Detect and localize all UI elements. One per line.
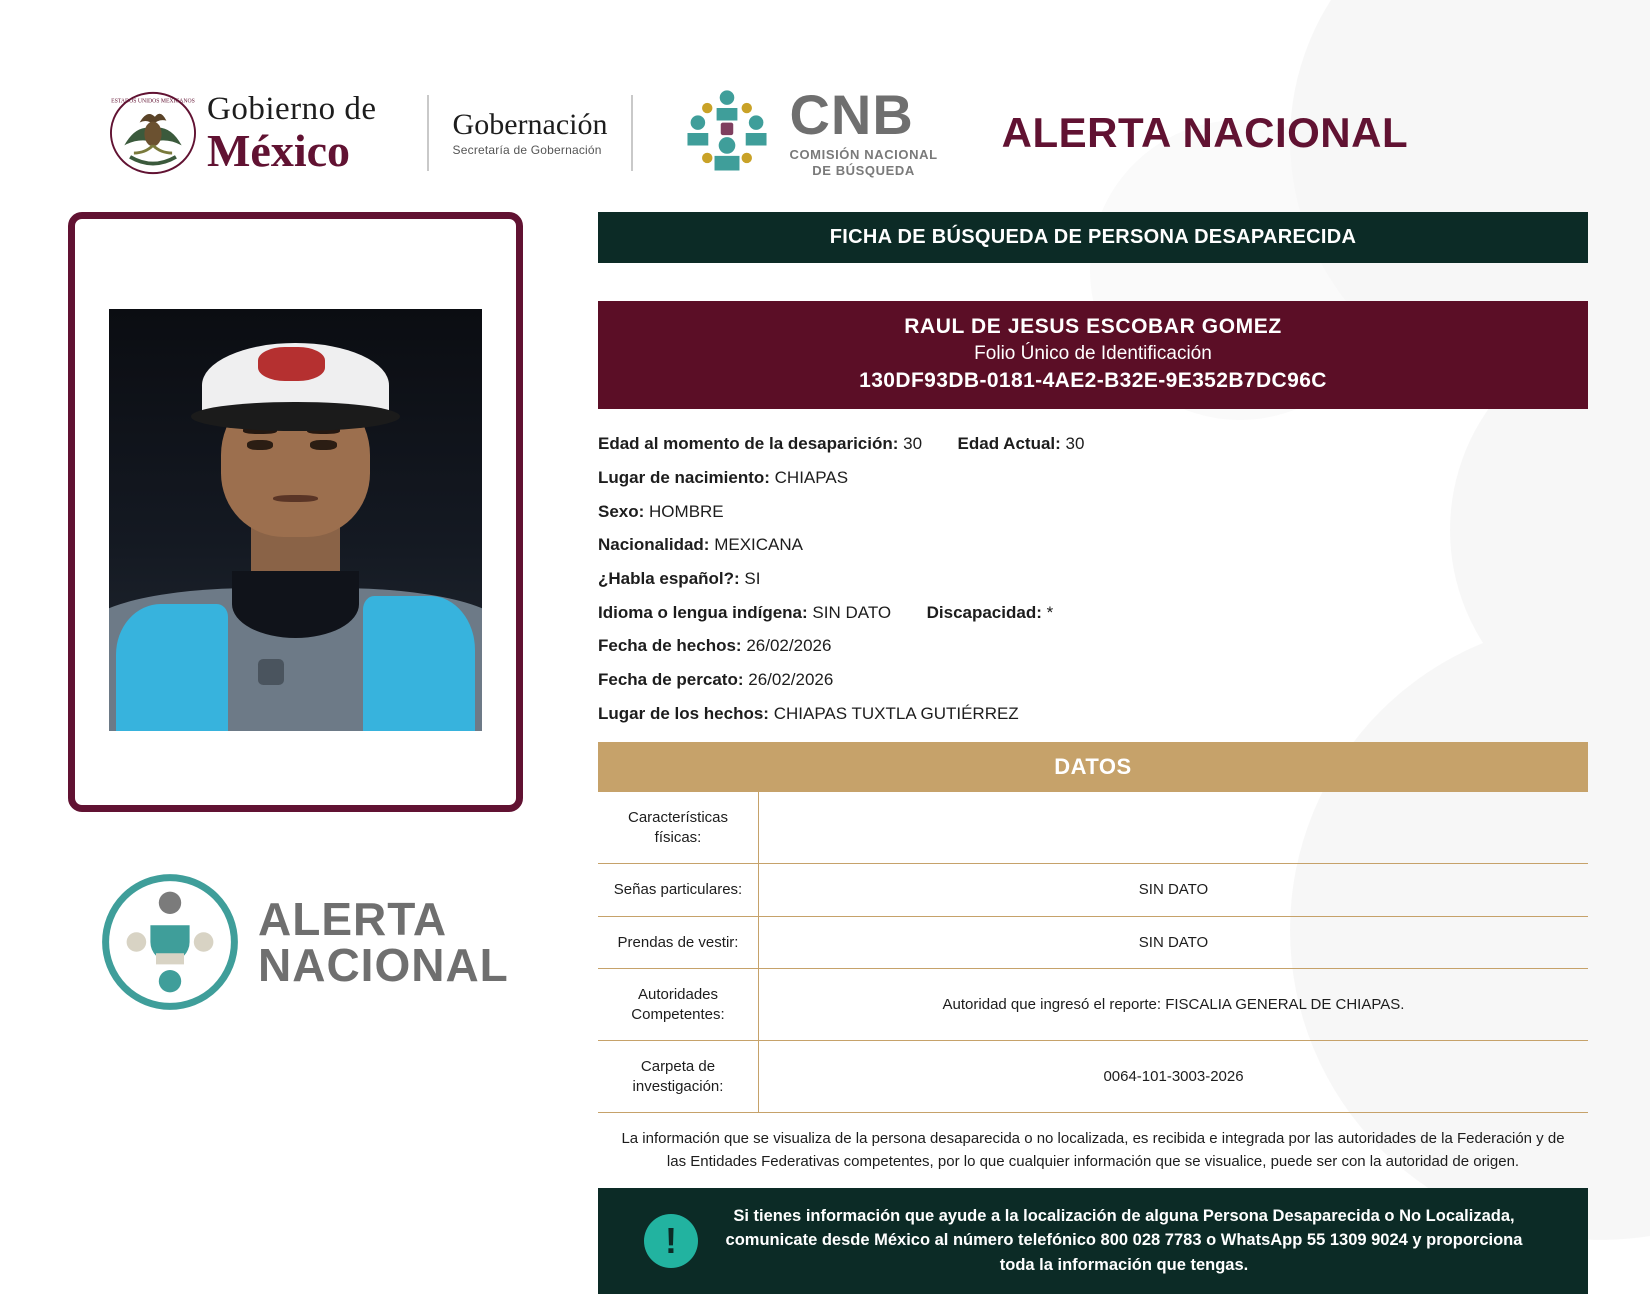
alerta-nacional-icon	[100, 872, 240, 1012]
table-row	[598, 1041, 1588, 1113]
field-value: 26/02/2026	[748, 669, 834, 689]
field-event-place	[598, 697, 1588, 731]
cnb-text	[789, 82, 938, 180]
cnb-subtitle-line2: DE BÚSQUEDA	[812, 163, 915, 178]
field-label: ¿Habla español?:	[598, 568, 740, 588]
row-value: SIN DATO	[759, 864, 1589, 917]
page-header	[105, 78, 1590, 188]
current-age-value: 30	[1065, 434, 1085, 454]
row-label: Prendas de vestir:	[598, 916, 759, 969]
folio-label: Folio Único de Identificación	[974, 343, 1212, 365]
row-label: Señas particulares:	[598, 864, 759, 917]
datos-table	[598, 792, 1588, 1113]
field-birthplace	[598, 461, 1588, 495]
person-photo	[87, 231, 504, 793]
table-row	[598, 916, 1588, 969]
person-details-list	[598, 427, 1588, 730]
field-value: 26/02/2026	[746, 636, 832, 656]
field-label: Idioma o lengua indígena:	[598, 602, 808, 622]
field-value: MEXICANA	[714, 535, 803, 555]
row-label: Autoridades Competentes:	[598, 969, 759, 1041]
cnb-logo-block	[675, 81, 937, 185]
field-value: 30	[903, 434, 923, 454]
table-row	[598, 969, 1588, 1041]
person-photo-image	[109, 309, 482, 731]
header-divider-2	[631, 95, 633, 171]
field-label: Fecha de hechos:	[598, 636, 742, 656]
field-notice-date	[598, 663, 1588, 697]
alerta-nacional-logo	[100, 872, 509, 1012]
gob-line1: Gobierno de	[207, 90, 377, 127]
row-value: SIN DATO	[759, 916, 1589, 969]
row-value: 0064-101-3003-2026	[759, 1041, 1589, 1113]
gob-line2: México	[207, 124, 351, 176]
page-title: ALERTA NACIONAL	[1001, 109, 1409, 156]
field-label: Sexo:	[598, 501, 645, 521]
field-indigenous-language	[598, 596, 1588, 630]
field-value: SIN DATO	[812, 602, 892, 622]
field-age-at-disappearance	[598, 427, 1588, 461]
disability-value: *	[1046, 602, 1054, 622]
field-value: CHIAPAS TUXTLA GUTIÉRREZ	[773, 703, 1019, 723]
field-value: CHIAPAS	[774, 467, 849, 487]
field-label: Edad al momento de la desaparición:	[598, 434, 899, 454]
field-event-date	[598, 629, 1588, 663]
person-identity-band	[598, 301, 1588, 409]
exclamation-icon: !	[644, 1214, 698, 1268]
person-name: RAUL DE JESUS ESCOBAR GOMEZ	[904, 315, 1282, 338]
sheet-content	[598, 212, 1588, 1294]
row-value	[759, 792, 1589, 864]
svg-text:ESTADOS UNIDOS MEXICANOS: ESTADOS UNIDOS MEXICANOS	[111, 98, 195, 105]
gobernacion-subtitle: Secretaría de Gobernación	[452, 142, 602, 157]
field-sex	[598, 495, 1588, 529]
disability-label: Discapacidad:	[926, 602, 1042, 622]
contact-banner	[598, 1188, 1588, 1294]
row-label: Carpeta de investigación:	[598, 1041, 759, 1113]
cnb-people-icon	[675, 81, 779, 185]
field-speaks-spanish	[598, 562, 1588, 596]
table-row	[598, 792, 1588, 864]
folio-value: 130DF93DB-0181-4AE2-B32E-9E352B7DC96C	[859, 368, 1327, 392]
field-label: Nacionalidad:	[598, 535, 710, 555]
field-nationality	[598, 528, 1588, 562]
current-age-label: Edad Actual:	[957, 434, 1061, 454]
gobernacion-title: Gobernación	[452, 108, 608, 142]
field-value: SI	[744, 568, 761, 588]
field-label: Lugar de nacimiento:	[598, 467, 770, 487]
alerta-word-line2: NACIONAL	[258, 939, 509, 991]
sheet-title-band: FICHA DE BÚSQUEDA DE PERSONA DESAPARECIDA	[598, 212, 1588, 263]
cnb-subtitle-line1: COMISIÓN NACIONAL	[789, 146, 938, 162]
alerta-word-line1: ALERTA	[258, 893, 448, 945]
mexican-coat-of-arms-icon	[105, 90, 201, 176]
contact-text: Si tienes información que ayude a la localización de alguna Persona Desaparecida o No Localizada, comunicate desde México al número telefónico 800 028 7783 o WhatsApp 55 1309 9024 y proporciona toda la información que tengas.	[725, 1206, 1523, 1275]
cnb-subtitle	[789, 147, 937, 180]
header-divider-1	[427, 95, 429, 171]
field-value: HOMBRE	[649, 501, 724, 521]
gobernacion-wordmark	[453, 109, 608, 156]
cnb-acronym: CNB	[789, 82, 914, 146]
alerta-nacional-wordmark	[258, 893, 509, 991]
field-label: Fecha de percato:	[598, 669, 744, 689]
datos-section-title: DATOS	[598, 742, 1588, 792]
table-row	[598, 864, 1588, 917]
person-photo-frame	[68, 212, 523, 812]
row-label: Características físicas:	[598, 792, 759, 864]
field-label: Lugar de los hechos:	[598, 703, 769, 723]
disclaimer-text: La información que se visualiza de la persona desaparecida o no localizada, es recibida e integrada por las autoridades de la Federación y de las Entidades Federativas competentes, por lo que cualquier información que se visualice, puede ser con la autoridad de origen.	[621, 1130, 1565, 1171]
government-wordmark	[207, 90, 377, 176]
row-value: Autoridad que ingresó el reporte: FISCALIA GENERAL DE CHIAPAS.	[759, 969, 1589, 1041]
